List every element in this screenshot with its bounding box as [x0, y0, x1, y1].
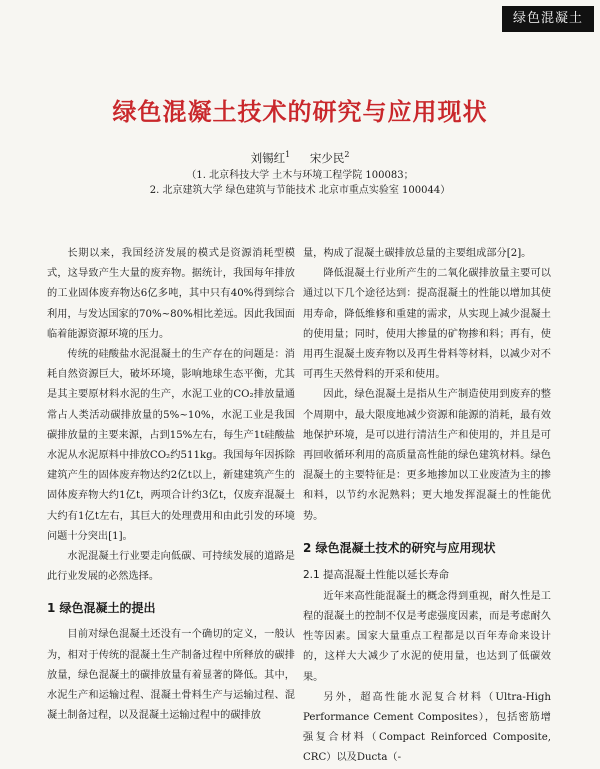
- affiliation: （1. 北京科技大学 土木与环境工程学院 100083；: [186, 170, 414, 181]
- article-title: 绿色混凝土技术的研究与应用现状: [112, 98, 488, 126]
- body-paragraph: 因此，绿色混凝土是指从生产制造使用到废弃的整个周期中，最大限度地减少资源和能源的消耗，最有效地保护环境，是可以进行清洁生产和使用的，并且是可再回收循环利用的高质量高性能的绿色建筑材料。绿色混凝土的主要特征是：更多地掺加以工业废渣为主的掺和料，以节约水泥熟料；更大地发挥混凝土的性能优势。: [303, 389, 551, 522]
- body-paragraph: 另外，超高性能水泥复合材料（Ultra-High Performance Cement Composites），包括密筋增强复合材料（Compact Reinforced Composite, CRC）以及Ducta（-: [303, 691, 551, 764]
- body-paragraph: 水泥混凝土行业要走向低碳、可持续发展的道路是此行业发展的必然选择。: [47, 551, 295, 583]
- section-heading: 1 绿色混凝土的提出: [47, 601, 156, 616]
- body-paragraph: 降低混凝土行业所产生的二氧化碳排放量主要可以通过以下几个途径达到：提高混凝土的性能以增加其使用寿命，降低维修和重建的需求，从实现上减少混凝土的使用量；同时，使用大掺量的矿物掺和料；再有，使用再生混凝土废弃物以及再生骨料等材料，以减少对不可再生天然骨料的开采和使用。: [303, 268, 551, 381]
- column-tag: 绿色混凝土: [502, 6, 594, 32]
- body-paragraph: 长期以来，我国经济发展的模式是资源消耗型模式，这导致产生大量的废弃物。据统计，我国每年排放的工业固体废弃物达6亿多吨，其中只有40%得到综合利用，与发达国家的70%~80%相比差远。因此我国面临着能源资源环境的压力。: [47, 248, 295, 340]
- body-paragraph: 目前对绿色混凝土还没有一个确切的定义，一般认为，相对于传统的混凝土生产制备过程中所释放的碳排放量，绿色混凝土的碳排放量有着显著的降低。其中，水泥生产和运输过程、混凝土骨料生产与运输过程、混凝土制备过程，以及混凝土运输过程中的碳排放: [47, 629, 295, 722]
- body-paragraph: 近年来高性能混凝土的概念得到重视，耐久性是工程的混凝土的控制不仅是考虑强度因素，而是考虑耐久性等因素。国家大量重点工程都是以百年寿命来设计的，这样大大减少了水泥的使用量，也达到了低碳效果。: [303, 590, 551, 683]
- right-column: [303, 244, 551, 769]
- body-paragraph: 传统的硅酸盐水泥混凝土的生产存在的问题是：消耗自然资源巨大，破坏环境，影响地球生态平衡，尤其是其主要原材料水泥的生产，水泥工业的CO₂排放量通常占人类活动碳排放量的5%~10%，水泥工业是我国碳排放量的主要来源，占到15%左右，每生产1t硅酸盐水泥从水泥原料中排放CO₂约511kg。我国每年因拆除建筑产生的固体废弃物达约2亿t以上，新建建筑产生的固体废弃物大约1亿t，两项合计约3亿t，仅废弃混凝土大约有1亿t左右，其巨大的处理费用和由此引发的环境问题十分突出[1]。: [47, 349, 295, 542]
- left-column: [47, 244, 295, 726]
- affiliation: 2. 北京建筑大学 绿色建筑与节能技术 北京市重点实验室 100044）: [149, 185, 451, 196]
- section-heading: 2 绿色混凝土技术的研究与应用现状: [303, 540, 496, 555]
- subsection-heading: 2.1 提高混凝土性能以延长寿命: [303, 568, 450, 581]
- author-line: [0, 150, 600, 166]
- author: 刘锡红$^1$: [250, 150, 291, 165]
- body-paragraph: 量，构成了混凝土碳排放总量的主要组成部分[2]。: [303, 248, 532, 259]
- author: 宋少民$^2$: [309, 150, 350, 165]
